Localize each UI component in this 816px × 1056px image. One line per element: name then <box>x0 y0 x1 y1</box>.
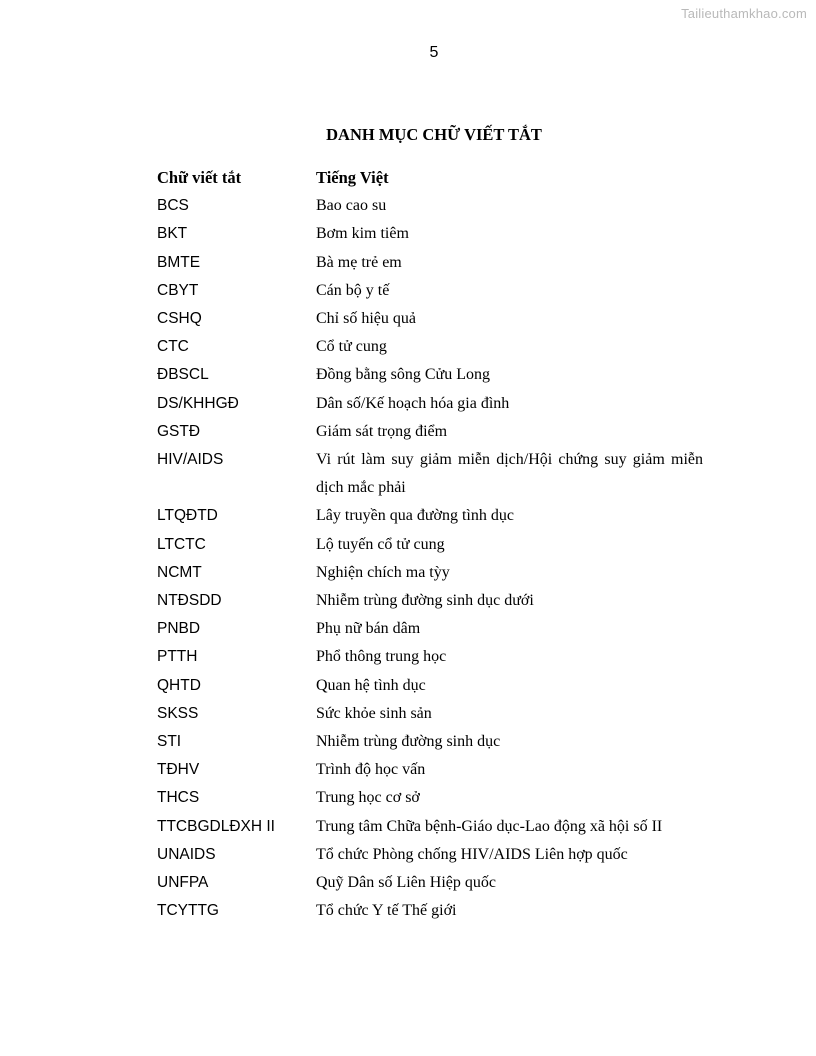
table-row <box>157 559 703 587</box>
table-row <box>157 672 703 700</box>
table-row <box>157 502 703 530</box>
meaning-cell: Bao cao su <box>316 197 387 215</box>
meaning-cell: Tổ chức Y tế Thế giới <box>316 902 457 920</box>
abbreviation-cell: PTTH <box>157 648 198 666</box>
meaning-cell: Bơm kim tiêm <box>316 225 409 243</box>
abbreviation-cell: BKT <box>157 225 188 243</box>
meaning-cell: Quan hệ tình dục <box>316 676 426 694</box>
meaning-cell: Tổ chức Phòng chống HIV/AIDS Liên hợp quốc <box>316 845 628 863</box>
table-row <box>157 220 703 248</box>
abbreviation-cell: NTĐSDD <box>157 592 222 610</box>
meaning-cell: Dân số/Kế hoạch hóa gia đình <box>316 394 510 412</box>
meaning-cell: Giám sát trọng điểm <box>316 422 448 440</box>
abbreviation-cell: SKSS <box>157 704 199 722</box>
table-row <box>157 841 703 869</box>
meaning-cell: Phụ nữ bán dâm <box>316 620 421 638</box>
table-row <box>157 813 703 841</box>
table-row <box>157 615 703 643</box>
meaning-cell: Đồng bằng sông Cửu Long <box>316 366 490 384</box>
abbreviation-cell: ĐBSCL <box>157 366 209 384</box>
abbreviation-cell: TĐHV <box>157 761 200 779</box>
abbreviation-cell: CSHQ <box>157 310 202 328</box>
abbreviation-cell: THCS <box>157 789 200 807</box>
meaning-cell: Trình độ học vấn <box>316 761 426 779</box>
abbreviation-cell: PNBD <box>157 620 201 638</box>
table-row <box>157 277 703 305</box>
table-row <box>157 305 703 333</box>
abbreviation-cell: GSTĐ <box>157 422 201 440</box>
abbreviation-table <box>157 164 703 925</box>
table-row <box>157 728 703 756</box>
abbreviation-cell: BCS <box>157 197 189 215</box>
meaning-cell: Vi rút làm suy giảm miễn dịch/Hội chứng suy giảm miễn dịch mắc phải <box>316 451 703 497</box>
abbreviation-cell: NCMT <box>157 563 202 581</box>
abbreviation-cell: HIV/AIDS <box>157 451 224 469</box>
watermark: Tailieuthamkhao.com <box>681 6 807 21</box>
meaning-cell: Lộ tuyến cổ tử cung <box>316 535 445 553</box>
abbreviation-cell: CBYT <box>157 281 199 299</box>
meaning-cell: Chỉ số hiệu quả <box>316 310 416 328</box>
abbreviation-list <box>157 192 703 925</box>
abbreviation-cell: TCYTTG <box>157 902 219 920</box>
meaning-cell: Lây truyền qua đường tình dục <box>316 507 514 525</box>
abbreviation-cell: BMTE <box>157 253 201 271</box>
table-row <box>157 531 703 559</box>
meaning-cell: Phổ thông trung học <box>316 648 447 666</box>
abbreviation-cell: STI <box>157 733 182 751</box>
table-row <box>157 587 703 615</box>
page-title: DANH MỤC CHỮ VIẾT TẮT <box>326 125 542 144</box>
table-row <box>157 192 703 220</box>
meaning-cell: Cán bộ y tế <box>316 281 390 299</box>
meaning-cell: Trung tâm Chữa bệnh-Giáo dục-Lao động xã hội số II <box>316 817 663 835</box>
abbreviation-cell: DS/KHHGĐ <box>157 394 239 412</box>
table-header-row <box>157 164 703 192</box>
table-row <box>157 869 703 897</box>
table-row <box>157 390 703 418</box>
table-row <box>157 418 703 446</box>
table-row <box>157 333 703 361</box>
table-row <box>157 643 703 671</box>
page-number: 5 <box>429 44 439 61</box>
table-row <box>157 897 703 925</box>
meaning-cell: Nhiễm trùng đường sinh dục <box>316 733 501 751</box>
abbreviation-cell: LTQĐTD <box>157 507 218 525</box>
meaning-cell: Cổ tử cung <box>316 338 387 356</box>
meaning-cell: Nhiễm trùng đường sinh dục dưới <box>316 592 534 610</box>
meaning-cell: Nghiện chích ma tỳy <box>316 563 450 581</box>
abbreviation-cell: UNFPA <box>157 874 209 892</box>
meaning-cell: Trung học cơ sở <box>316 789 420 807</box>
abbreviation-cell: UNAIDS <box>157 845 216 863</box>
abbreviation-cell: TTCBGDLĐXH II <box>157 817 275 835</box>
table-row <box>157 249 703 277</box>
table-row <box>157 784 703 812</box>
header-meaning: Tiếng Việt <box>316 168 389 187</box>
meaning-cell: Quỹ Dân số Liên Hiệp quốc <box>316 874 496 892</box>
meaning-cell: Sức khỏe sinh sản <box>316 704 432 722</box>
abbreviation-cell: QHTD <box>157 676 201 694</box>
header-abbreviation: Chữ viết tắt <box>157 168 242 187</box>
abbreviation-cell: LTCTC <box>157 535 206 553</box>
table-row <box>157 446 703 502</box>
abbreviation-cell: CTC <box>157 338 189 356</box>
table-row <box>157 361 703 389</box>
table-row <box>157 700 703 728</box>
meaning-cell: Bà mẹ trẻ em <box>316 253 402 271</box>
table-row <box>157 756 703 784</box>
